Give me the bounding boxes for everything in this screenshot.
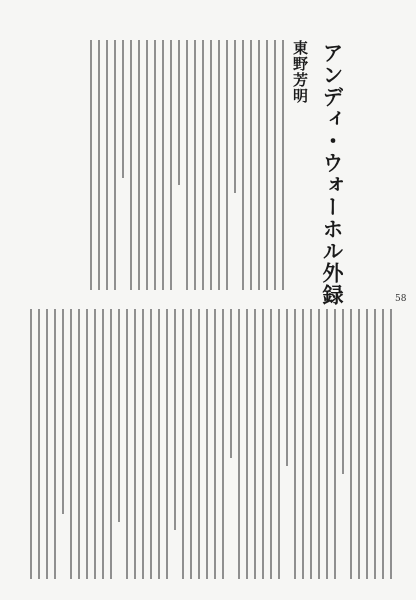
lower-text-block: [22, 309, 392, 579]
text-line: [358, 309, 360, 579]
text-line: [390, 309, 392, 579]
text-line: [310, 309, 312, 579]
text-line: [86, 309, 88, 579]
text-line: [78, 309, 80, 579]
text-line: [178, 40, 180, 185]
text-line: [294, 309, 296, 579]
text-line: [166, 309, 168, 579]
text-line: [146, 40, 148, 290]
text-line: [238, 309, 240, 579]
text-line: [30, 309, 32, 579]
text-line: [230, 309, 232, 458]
text-line: [214, 309, 216, 579]
text-line: [254, 309, 256, 579]
text-line: [250, 40, 252, 290]
text-line: [118, 309, 120, 522]
text-line: [262, 309, 264, 579]
text-line: [114, 40, 116, 290]
text-line: [162, 40, 164, 290]
text-line: [134, 309, 136, 579]
text-line: [150, 309, 152, 579]
text-line: [242, 40, 244, 290]
text-line: [258, 40, 260, 290]
text-line: [210, 40, 212, 290]
text-line: [142, 309, 144, 579]
text-line: [98, 40, 100, 290]
text-line: [218, 40, 220, 290]
text-line: [186, 40, 188, 290]
text-line: [234, 40, 236, 193]
text-line: [70, 309, 72, 579]
text-line: [198, 309, 200, 579]
text-line: [170, 40, 172, 290]
text-line: [94, 309, 96, 579]
text-line: [154, 40, 156, 290]
text-line: [106, 40, 108, 290]
text-line: [282, 40, 284, 290]
article-title: アンディ・ウォーホル外録: [320, 42, 344, 306]
text-line: [190, 309, 192, 579]
text-line: [318, 309, 320, 579]
text-line: [46, 309, 48, 579]
text-line: [174, 309, 176, 530]
text-line: [274, 40, 276, 290]
text-line: [302, 309, 304, 579]
text-line: [122, 40, 124, 178]
text-line: [326, 309, 328, 579]
text-line: [202, 40, 204, 290]
text-line: [206, 309, 208, 579]
text-line: [158, 309, 160, 579]
text-line: [334, 309, 336, 579]
text-line: [286, 309, 288, 466]
text-line: [130, 40, 132, 290]
text-line: [138, 40, 140, 290]
text-line: [278, 309, 280, 579]
text-line: [194, 40, 196, 290]
text-line: [270, 309, 272, 579]
text-line: [342, 309, 344, 474]
text-line: [54, 309, 56, 579]
text-line: [366, 309, 368, 579]
upper-text-block: [84, 40, 284, 290]
text-line: [182, 309, 184, 579]
text-line: [126, 309, 128, 579]
text-line: [222, 309, 224, 579]
text-line: [382, 309, 384, 579]
text-line: [62, 309, 64, 514]
author-name: 東野芳明: [291, 40, 309, 104]
text-line: [350, 309, 352, 579]
text-line: [374, 309, 376, 579]
text-line: [90, 40, 92, 290]
page-number: 58: [395, 294, 407, 304]
text-line: [102, 309, 104, 579]
text-line: [226, 40, 228, 290]
text-line: [110, 309, 112, 579]
text-line: [38, 309, 40, 579]
text-line: [246, 309, 248, 579]
text-line: [266, 40, 268, 290]
